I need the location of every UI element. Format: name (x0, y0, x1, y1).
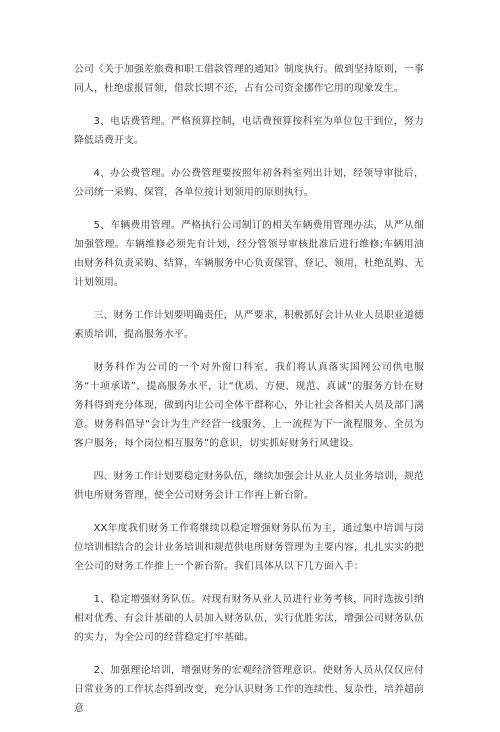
paragraph-stabilize-team: 1、稳定增强财务队伍。对现有财务从业人员进行业务考核，同时选拔引纳相对优秀、有会计基础的人员加入财务队伍，实行优胜劣汰，增强公司财务队伍的实力，为全公司的经营稳定打牢基础。 (74, 594, 424, 643)
paragraph-vehicle-expense: 5、车辆费用管理。严格执行公司制订的相关车辆费用管理办法，从严从细加强管理。车辆维修必须先有计划，经分管领导审核批准后进行维修;车辆用油由财务科负责采购、结算，车辆服务中心负责保管、登记、领用，杜绝乱购、无计划领用。 (74, 220, 424, 288)
section-heading-responsibility: 三、财务工作计划要明确责任，从严要求，积极抓好会计从业人员职业道德素质培训，提高服务水平。 (74, 310, 424, 340)
paragraph-office-expense: 4、办公费管理。办公费管理要按照年初各科室列出计划，经领导审批后，公司统一采购、保管，各单位按计划领用的原则执行。 (74, 168, 424, 198)
paragraph-year-plan: XX年度我们财务工作将继续以稳定增强财务队伍为主，通过集中培训与岗位培训相结合的会计业务培训和规范供电所财务管理为主要内容，扎扎实实的把全公司的财务工作推上一个新台阶。我们具体从以下几方面入手： (74, 523, 424, 572)
paragraph-theory-training: 2、加强理论培训，增强财务的宏观经济管理意识。使财务人员从仅仅应付日常业务的工作状态得到改变，充分认识财务工作的连续性、复杂性，培养超前意 (74, 665, 424, 714)
paragraph-service-level: 财务科作为公司的一个对外窗口科室，我们将认真落实国网公司供电服务“十项承诺”，提高服务水平，让“优质、方便、规范、真诚”的服务方针在财务科得到充分体现，做到内让公司全体干群称心，外让社会各相关人员及部门满意。财务科倡导“会计为生产经营一线服务、上一流程为下一流程服务、全员为客户服务，每个岗位相互服务”的意识，切实抓好财务行风建设。 (74, 362, 424, 449)
paragraph-travel-expense: 公司《关于加强差旅费和职工借款管理的通知》制度执行。做到坚持原则，一事同人，杜绝虚报冒领，借款长期不还，占有公司资金挪作它用的现象发生。 (74, 64, 424, 94)
section-heading-team-stability: 四、财务工作计划要稳定财务队伍，继续加强会计从业人员业务培训，规范供电所财务管理，使全公司财务会计工作再上新台阶。 (74, 471, 424, 501)
paragraph-phone-expense: 3、电话费管理。严格预算控制，电话费预算按科室为单位包干到位，努力降低话费开支。 (74, 116, 424, 146)
document-page (74, 60, 424, 732)
